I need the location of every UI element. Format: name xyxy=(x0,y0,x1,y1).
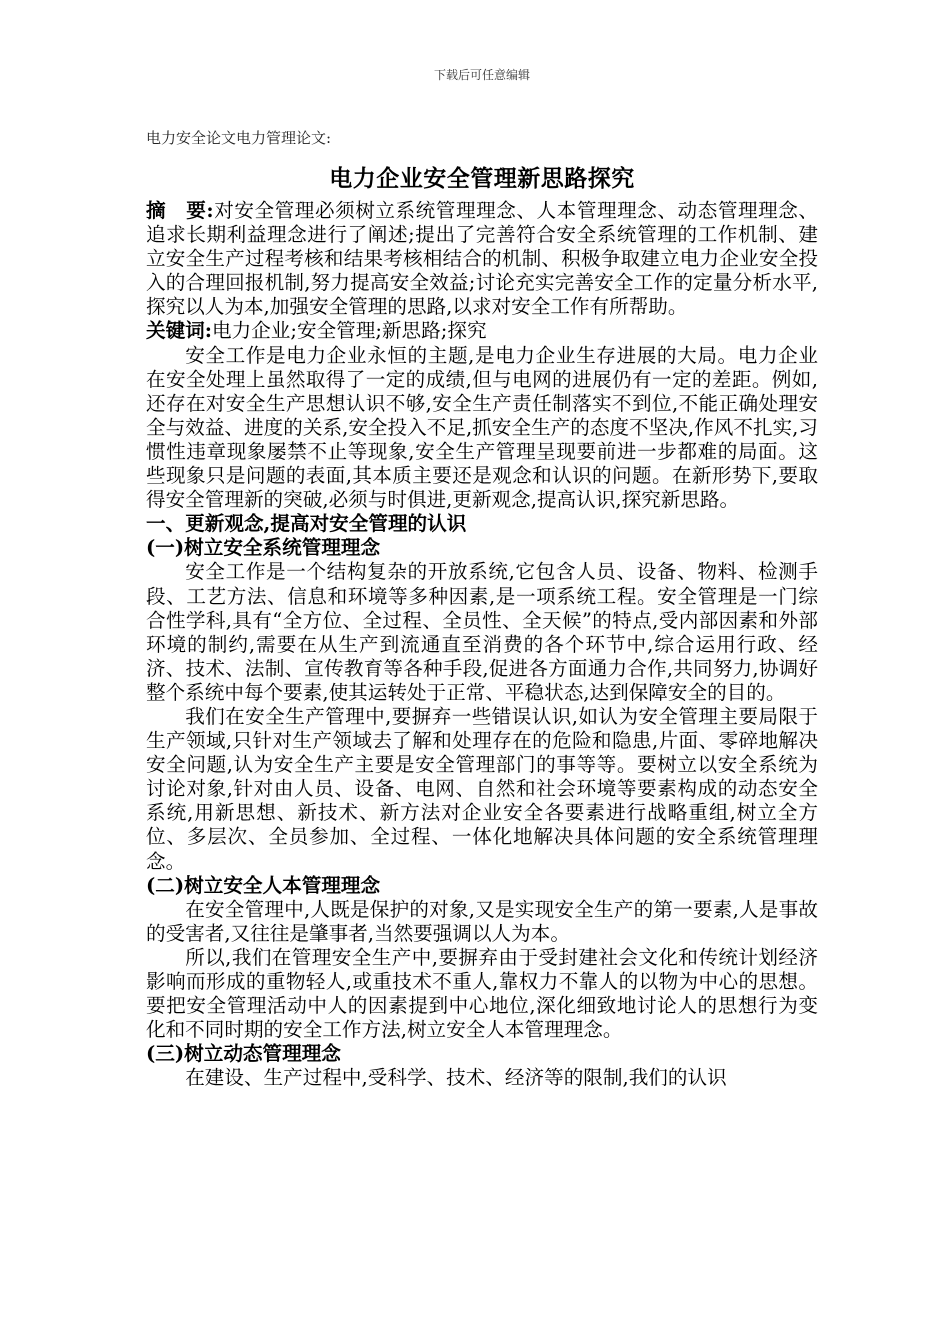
abstract-paragraph xyxy=(146,199,818,319)
subsection-3-paragraph-1: 在建设、生产过程中,受科学、技术、经济等的限制,我们的认识 xyxy=(185,1066,727,1090)
document-body xyxy=(146,199,818,1090)
keywords-text: 电力企业;安全管理;新思路;探究 xyxy=(212,319,487,343)
keywords-paragraph xyxy=(146,319,818,343)
subsection-2-heading: (二)树立安全人本管理理念 xyxy=(146,873,381,897)
abstract-label: 摘 要: xyxy=(146,199,214,222)
subsection-2-paragraph-2: 所以,我们在管理安全生产中,要摒弃由于受封建社会文化和传统计划经济影响而形成的重物轻人,或重技术不重人,靠权力不靠人的以物为中心的思想。要把安全管理活动中人的因素提到中心地位,深化细致地讨论人的思想行为变化和不同时期的安全工作方法,树立安全人本管理理念。 xyxy=(146,945,818,1042)
subsection-3-heading: (三)树立动态管理理念 xyxy=(146,1042,341,1066)
abstract-text: 对安全管理必须树立系统管理理念、人本管理理念、动态管理理念、追求长期利益理念进行了阐述;提出了完善符合安全系统管理的工作机制、建立安全生产过程考核和结果考核相结合的机制、积极争取建立电力企业安全投入的合理回报机制,努力提高安全效益;讨论充实完善安全工作的定量分析水平,探究以人为本,加强安全管理的思路,以求对安全工作有所帮助。 xyxy=(146,199,819,319)
subsection-1-heading: (一)树立安全系统管理理念 xyxy=(146,536,381,560)
document-category: 电力安全论文电力管理论文: xyxy=(146,129,332,147)
subsection-1-paragraph-2: 我们在安全生产管理中,要摒弃一些错误认识,如认为安全管理主要局限于生产领域,只针对生产领域去了解和处理存在的危险和隐患,片面、零碎地解决安全问题,认为安全生产主要是安全管理部门的事等等。要树立以安全系统为讨论对象,针对由人员、设备、电网、自然和社会环境等要素构成的动态安全系统,用新思想、新技术、新方法对企业安全各要素进行战略重组,树立全方位、多层次、全员参加、全过程、一体化地解决具体问题的安全系统管理理念。 xyxy=(146,704,818,873)
header-note: 下载后可任意编辑 xyxy=(433,68,530,82)
section-1-heading: 一、更新观念,提高对安全管理的认识 xyxy=(146,512,467,536)
subsection-1-paragraph-1: 安全工作是一个结构复杂的开放系统,它包含人员、设备、物料、检测手段、工艺方法、信息和环境等多种因素,是一项系统工程。安全管理是一门综合性学科,具有“全方位、全过程、全员性、全天候”的特点,受内部因素和外部环境的制约,需要在从生产到流通直至消费的各个环节中,综合运用行政、经济、技术、法制、宣传教育等各种手段,促进各方面通力合作,共同努力,协调好整个系统中每个要素,使其运转处于正常、平稳状态,达到保障安全的目的。 xyxy=(146,560,818,704)
subsection-2-paragraph-1: 在安全管理中,人既是保护的对象,又是实现安全生产的第一要素,人是事故的受害者,又往往是肇事者,当然要强调以人为本。 xyxy=(146,897,818,945)
keywords-label: 关键词: xyxy=(146,319,213,343)
document-title: 电力企业安全管理新思路探究 xyxy=(329,165,635,192)
intro-paragraph: 安全工作是电力企业永恒的主题,是电力企业生存进展的大局。电力企业在安全处理上虽然取得了一定的成绩,但与电网的进展仍有一定的差距。例如,还存在对安全生产思想认识不够,安全生产责任制落实不到位,不能正确处理安全与效益、进度的关系,安全投入不足,抓安全生产的态度不坚决,作风不扎实,习惯性违章现象屡禁不止等现象,安全生产管理呈现要前进一步都难的局面。这些现象只是问题的表面,其本质主要还是观念和认识的问题。在新形势下,要取得安全管理新的突破,必须与时俱进,更新观念,提高认识,探究新思路。 xyxy=(146,343,818,512)
